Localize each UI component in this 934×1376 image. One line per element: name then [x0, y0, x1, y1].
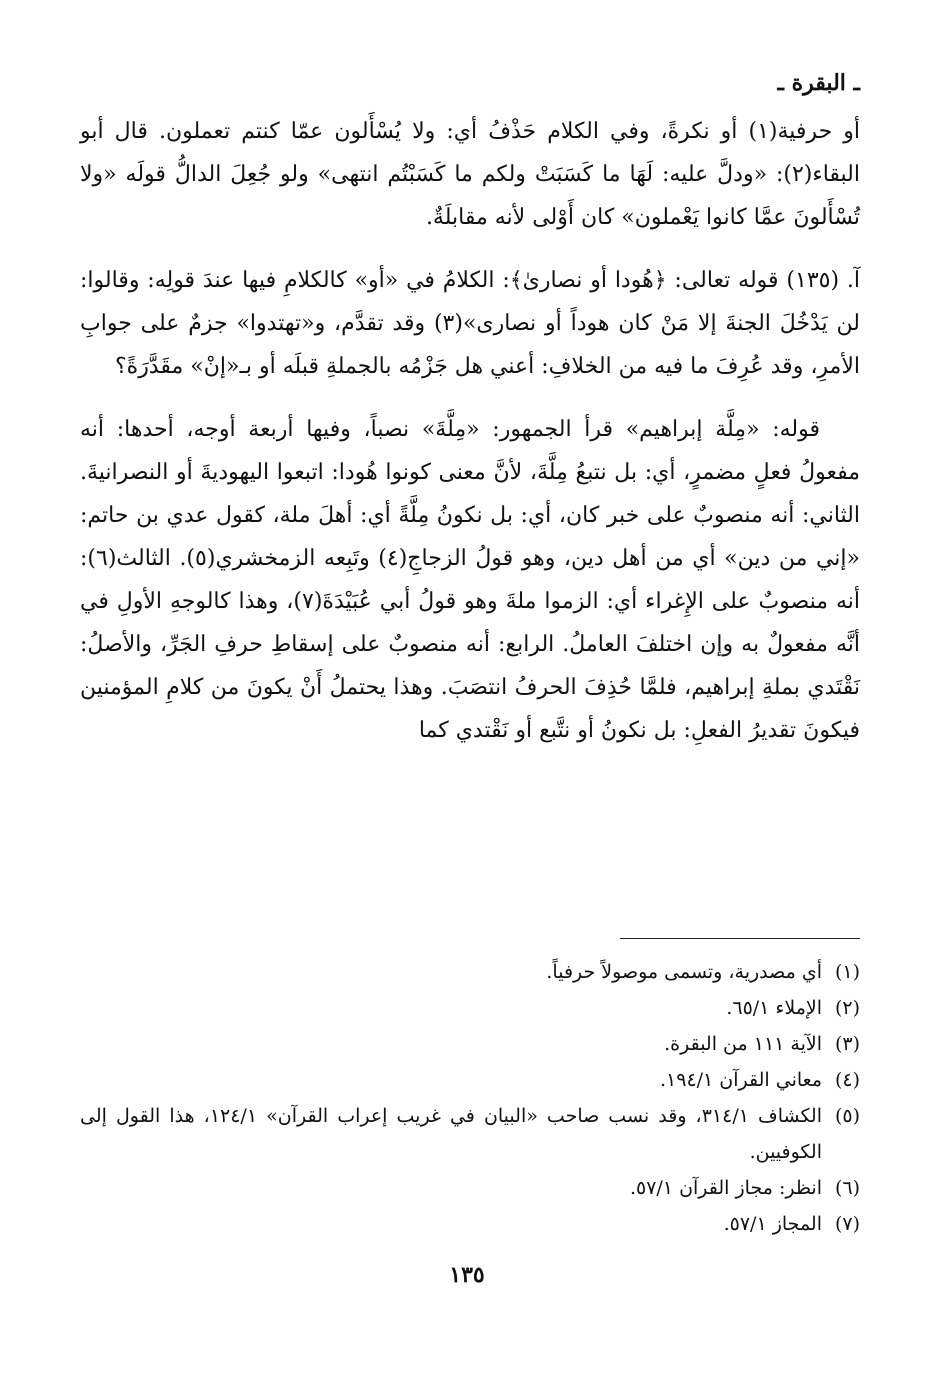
footnotes [80, 954, 860, 1242]
footnote-item [80, 1098, 860, 1170]
footnote-text: معاني القرآن ١٩٤/١. [659, 1069, 822, 1091]
footnote-number: (٣) [834, 1033, 860, 1055]
footnote-number: (٢) [834, 997, 860, 1019]
footnote-item [80, 1170, 860, 1206]
footnote-number: (١) [834, 961, 860, 983]
footnote-item [80, 1206, 860, 1242]
footnote-number: (٤) [834, 1069, 860, 1091]
footnote-text: أي مصدرية، وتسمى موصولاً حرفياً. [546, 961, 822, 983]
paragraph-3: قوله: «مِلَّة إبراهيم» قرأ الجمهور: «مِلَّةَ» نصباً، وفيها أربعة أوجه، أحدها: أنه مفعولُ فعلٍ مضمرٍ، أي: بل نتبعُ مِلَّةَ، لأنَّ معنى كونوا هُودا: اتبعوا اليهوديةَ أو النصرانيةَ. الثاني: أنه منصوبٌ على خبر كان، أي: بل نكونُ مِلَّةً أي: أهلَ ملة، كقول عدي بن حاتم: «إني من دين» أي من أهل دين، وهو قولُ الزجاجِ(٤) وتَبِعه الزمخشري(٥). الثالث(٦): أنه منصوبٌ على الإِغراء أي: الزموا ملةَ وهو قولُ أبي عُبَيْدَةَ(٧)، وهذا كالوجهِ الأولِ في أنَّه مفعولٌ به وإن اختلفَ العاملُ. الرابع: أنه منصوبٌ على إسقاطِ حرفِ الجَرِّ، والأصلُ: نَقْتَدي بملةِ إبراهيم، فلمَّا حُذِفَ الحرفُ انتصَبَ. وهذا يحتملُ أَنْ يكونَ من كلامِ المؤمنين فيكونَ تقديرُ الفعلِ: بل نكونُ أو نتَّبع أو نَقْتدي كما [80, 417, 861, 743]
footnote-number: (٧) [834, 1213, 860, 1235]
footnote-text: المجاز ٥٧/١. [723, 1213, 822, 1235]
footnote-divider [620, 938, 860, 939]
footnote-text: الكشاف ٣١٤/١، وقد نسب صاحب «البيان في غريب إعراب القرآن» ١٢٤/١، هذا القول إلى الكوفيين. [80, 1105, 822, 1163]
footnote-text: الإملاء ٦٥/١. [726, 997, 822, 1019]
footnote-item [80, 990, 860, 1026]
footnote-item [80, 1062, 860, 1098]
footnote-text: انظر: مجاز القرآن ٥٧/١. [629, 1177, 822, 1199]
footnote-item [80, 954, 860, 990]
footnote-number: (٦) [834, 1177, 860, 1199]
footnote-item [80, 1026, 860, 1062]
paragraph-1: أو حرفية(١) أو نكرةً، وفي الكلام حَذْفُ أي: ولا يُسْأَلون عمّا كنتم تعملون. قال أبو البقاء(٢): «ودلَّ عليه: لَهَا ما كَسَبَتْ ولكم ما كَسَبْتُم انتهى» ولو جُعِلَ الدالُّ قولَه «ولا تُسْأَلونَ عمَّا كانوا يَعْملون» كان أَوْلى لأنه مقابلَةٌ. [80, 119, 860, 230]
page-number: ١٣٥ [449, 1262, 485, 1288]
paragraph-2: آ. (١٣٥) قوله تعالى: ﴿هُودا أو نصارىٰ﴾: الكلامُ في «أو» كالكلامِ فيها عندَ قولِه: وقالوا: لن يَدْخُلَ الجنةَ إلا مَنْ كان هوداً أو نصارى»(٣) وقد تقدَّم، و«تهتدوا» جزمٌ على جوابِ الأمرِ، وقد عُرِفَ ما فيه من الخلافِ: أعني هل جَزْمُه بالجملةِ قبلَه أو بـ«إنْ» مقَدَّرَةً؟ [80, 268, 860, 379]
footnote-text: الآية ١١١ من البقرة. [664, 1033, 822, 1055]
running-header: ـ البقرة ـ [777, 70, 860, 96]
main-text [80, 110, 860, 766]
footnote-number: (٥) [834, 1105, 860, 1127]
